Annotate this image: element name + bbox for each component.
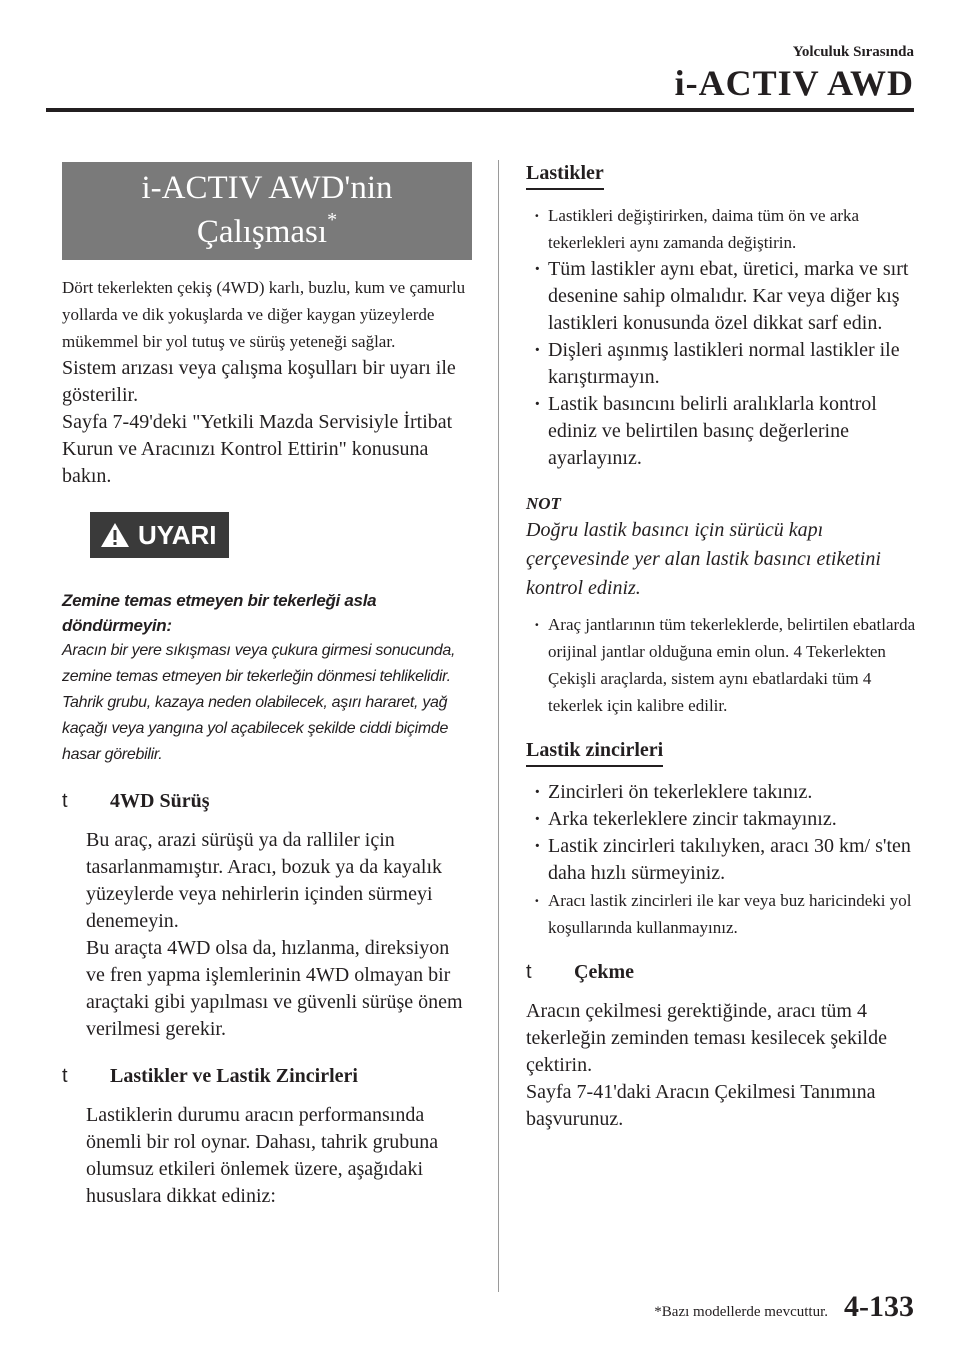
list-item: · Dişleri aşınmış lastikleri normal lastikler ile karıştırmayın. — [534, 337, 922, 391]
subsection-marker: t — [62, 790, 68, 812]
list-item: · Aracı lastik zincirleri ile kar veya buz haricindeki yol koşullarında kullanmayınız. — [534, 887, 922, 941]
section-title-box — [62, 162, 472, 260]
list-item: · Lastik basıncını belirli aralıklarla kontrol ediniz ve belirtilen basınç değerlerine ayarlayınız. — [534, 391, 922, 472]
section-title-line1: i-ACTIV AWD'nin — [141, 170, 393, 206]
note-body: Doğru lastik basıncı için sürücü kapı çerçevesinde yer alan lastik basıncı etiketini kontrol ediniz. — [526, 519, 881, 599]
intro-text: Dört tekerlekten çekiş (4WD) karlı, buzlu, kum ve çamurlu yollarda ve dik yokuşlarda ve diğer kaygan yüzeylerde mükemmel bir yol tutuş ve sürüş yeteneği sağlar. — [62, 278, 466, 351]
left-column — [62, 162, 472, 1210]
subsection-title: 4WD Sürüş — [110, 790, 210, 812]
header-rule — [46, 108, 914, 112]
subsection-heading-4wd — [62, 790, 472, 813]
subsection-body-towing — [526, 998, 922, 1133]
warning-heading: Zemine temas etmeyen bir tekerleği asla döndürmeyin: — [62, 591, 377, 635]
warning-badge — [90, 512, 229, 558]
subsection-heading-towing — [526, 961, 922, 984]
warning-body: Aracın bir yere sıkışması veya çukura girmesi sonucunda, zemine temas etmeyen bir tekerleğin dönmesi tehlikelidir. Tahrik grubu, kazaya neden olabilecek, aşırı hararet, yağ kaçağı veya yangına yol açabilecek şekilde ciddi biçimde hasar görebilir. — [62, 642, 456, 763]
section-title-line2 — [70, 210, 464, 254]
note-list — [534, 611, 922, 719]
paragraph: Bu araçta 4WD olsa da, hızlanma, direksiyon ve fren yapma işlemlerinin 4WD olmayan bir araçtaki gibi yapılması ve güvenli sürüşe önem verilmesi gerekir. — [86, 937, 463, 1040]
warning-label: UYARI — [138, 519, 217, 550]
header-title: i-ACTIV AWD — [674, 63, 914, 103]
header-section-label: Yolculuk Sırasında — [792, 44, 914, 60]
section-title-text: Çalışması — [196, 214, 328, 250]
subsection-heading-tires — [62, 1065, 472, 1088]
right-column — [526, 160, 922, 1133]
list-item: · Zincirleri ön tekerleklere takınız. — [534, 779, 922, 806]
page-number: 4-133 — [844, 1290, 914, 1323]
paragraph: Sayfa 7-41'daki Aracın Çekilmesi Tanımına başvurunuz. — [526, 1081, 876, 1130]
warning-triangle-icon — [100, 522, 130, 548]
body-text-2: Sayfa 7-49'deki "Yetkili Mazda Servisiyle İrtibat Kurun ve Aracınızı Kontrol Ettirin" konusuna bakın. — [62, 411, 453, 487]
subsection-title: Lastikler ve Lastik Zincirleri — [110, 1065, 358, 1087]
subsection-body-tires — [62, 1102, 472, 1210]
list-item: · Arka tekerleklere zincir takmayınız. — [534, 806, 922, 833]
note-heading: NOT — [526, 494, 561, 513]
tires-heading: Lastikler — [526, 160, 604, 190]
list-item: · Lastikleri değiştirirken, daima tüm ön ve arka tekerlekleri aynı zamanda değiştirin. — [534, 202, 922, 256]
paragraph: Bu araç, arazi sürüşü ya da ralliler için tasarlanmamıştır. Aracı, bozuk ya da kayalık yüzeylerde veya nehirlerin içinden sürmeyi denemeyin. — [86, 829, 442, 932]
list-item: · Lastik zincirleri takılıyken, aracı 30 km/ s'ten daha hızlı sürmeyiniz. — [534, 833, 922, 887]
subsection-title: Çekme — [574, 961, 634, 983]
paragraph: Aracın çekilmesi gerektiğinde, aracı tüm 4 tekerleğin zeminden teması kesilecek şekilde çektirin. — [526, 1000, 887, 1076]
subsection-body-4wd — [62, 827, 472, 1043]
list-item: · Araç jantlarının tüm tekerleklerde, belirtilen ebatlarda orijinal jantlar olduğuna emin olun. 4 Tekerlekten Çekişli araçlarda, sistem aynı ebatlardaki tüm 4 tekerlek için kalibre edilir. — [534, 611, 922, 719]
footnote-mark: * — [327, 209, 338, 231]
footer-note: *Bazı modellerde mevcuttur. — [654, 1304, 828, 1320]
paragraph: Lastiklerin durumu aracın performansında önemli bir rol oynar. Dahası, tahrik grubuna olumsuz etkileri önlemek üzere, aşağıdaki hususlara dikkat ediniz: — [86, 1104, 439, 1207]
body-text-1: Sistem arızası veya çalışma koşulları bir uyarı ile gösterilir. — [62, 357, 456, 406]
subsection-marker: t — [62, 1065, 68, 1087]
chains-list — [534, 779, 922, 941]
column-divider — [498, 160, 499, 1292]
list-item: · Tüm lastikler aynı ebat, üretici, marka ve sırt desenine sahip olmalıdır. Kar veya diğer kış lastikleri konusunda özel dikkat sarf edin. — [534, 256, 922, 337]
chains-heading: Lastik zincirleri — [526, 737, 663, 767]
subsection-marker: t — [526, 961, 532, 983]
tires-list — [534, 202, 922, 472]
